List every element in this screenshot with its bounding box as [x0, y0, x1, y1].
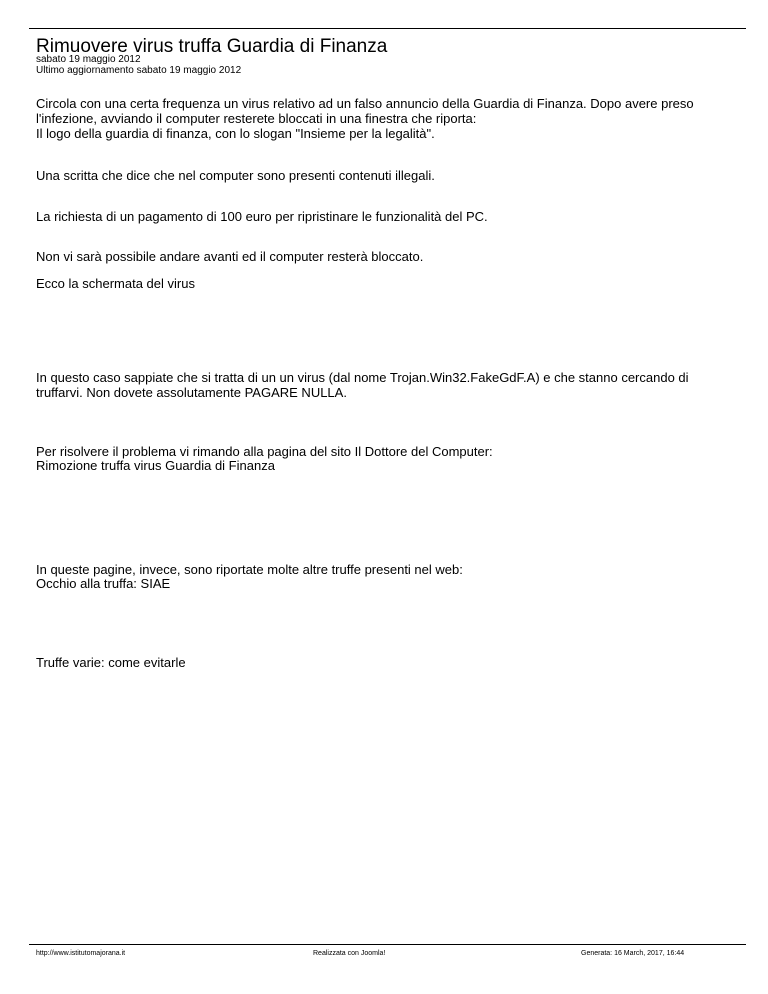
- symptom-payment-request: La richiesta di un pagamento di 100 euro per ripristinare le funzionalità del PC.: [36, 209, 488, 224]
- intro-line-2: l'infezione, avviando il computer resterete bloccati in una finestra che riporta:: [36, 111, 477, 126]
- symptom-illegal-content: Una scritta che dice che nel computer sono presenti contenuti illegali.: [36, 168, 435, 183]
- screenshot-caption: Ecco la schermata del virus: [36, 276, 195, 291]
- warning-line-1: In questo caso sappiate che si tratta di un un virus (dal nome Trojan.Win32.FakeGdF.A) e che stanno cercando di: [36, 370, 689, 385]
- intro-line-3: Il logo della guardia di finanza, con lo slogan "Insieme per la legalità".: [36, 126, 435, 141]
- last-updated: Ultimo aggiornamento sabato 19 maggio 2012: [36, 65, 242, 76]
- solution-intro: Per risolvere il problema vi rimando alla pagina del sito Il Dottore del Computer:: [36, 444, 493, 459]
- footer-url[interactable]: http://www.istitutomajorana.it: [36, 950, 126, 957]
- top-rule: [29, 28, 746, 29]
- intro-line-1: Circola con una certa frequenza un virus relativo ad un falso annuncio della Guardia di Finanza. Dopo avere preso: [36, 96, 694, 111]
- publish-date: sabato 19 maggio 2012: [36, 54, 141, 65]
- page-title: Rimuovere virus truffa Guardia di Finanza: [36, 36, 388, 57]
- footer-generated: Generata: 16 March, 2017, 16:44: [581, 950, 685, 957]
- solution-link[interactable]: Rimozione truffa virus Guardia di Finanza: [36, 458, 275, 473]
- link-various-scams[interactable]: Truffe varie: come evitarle: [36, 655, 186, 670]
- footer-rule: [29, 944, 746, 945]
- footer-credit: Realizzata con Joomla!: [313, 950, 386, 957]
- warning-line-2: truffarvi. Non dovete assolutamente PAGARE NULLA.: [36, 385, 347, 400]
- link-siae-scam[interactable]: Occhio alla truffa: SIAE: [36, 576, 171, 591]
- symptom-locked-computer: Non vi sarà possibile andare avanti ed il computer resterà bloccato.: [36, 249, 424, 264]
- other-scams-intro: In queste pagine, invece, sono riportate molte altre truffe presenti nel web:: [36, 562, 463, 577]
